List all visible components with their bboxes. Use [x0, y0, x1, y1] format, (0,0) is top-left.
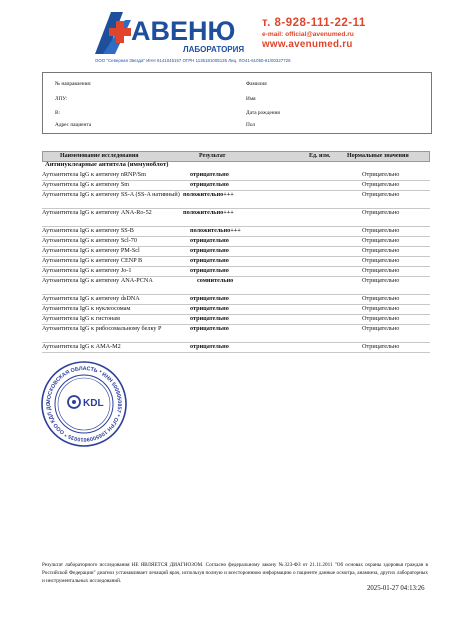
- test-result: отрицательно: [190, 325, 229, 332]
- email-address: e-mail: official@avenumed.ru: [262, 31, 354, 38]
- normal-value: Отрицательно: [362, 315, 400, 322]
- test-name: Аутоантитела IgG к антигену dsDNA: [42, 295, 140, 302]
- normal-value: Отрицательно: [362, 237, 400, 244]
- table-row: [42, 343, 430, 353]
- test-name: Аутоантитела IgG к антигену ANA-PCNA: [42, 277, 153, 284]
- normal-value: Отрицательно: [362, 267, 400, 274]
- normal-value: Отрицательно: [362, 247, 400, 254]
- normal-value: Отрицательно: [362, 343, 400, 350]
- test-result: отрицательно: [190, 181, 229, 188]
- contact-block: [262, 17, 387, 50]
- test-name: Аутоантитела IgG к антигену Sm: [42, 181, 130, 188]
- legal-info: ООО "Северная Звезда" ИНН 6141045157 ОГРН 1136181005135 Лиц. ЛО41-61050-61/00327726: [95, 58, 291, 63]
- lab-stamp: [40, 360, 128, 448]
- table-row: [42, 295, 430, 305]
- lpu-label: ЛПУ:: [55, 96, 68, 102]
- table-row: [42, 191, 430, 209]
- normal-value: Отрицательно: [362, 181, 400, 188]
- normal-value: Отрицательно: [362, 305, 400, 312]
- stamp-graphic: [40, 360, 128, 448]
- test-name: Аутоантитела IgG к антигену Scl-70: [42, 237, 137, 244]
- table-row: [42, 171, 430, 181]
- header-result: Результат: [199, 153, 226, 159]
- test-result: положительно+++: [190, 227, 241, 234]
- test-result: отрицательно: [190, 247, 229, 254]
- table-row: [42, 237, 430, 247]
- test-name: Аутоантитела IgG к гистонам: [42, 315, 120, 322]
- normal-value: Отрицательно: [362, 227, 400, 234]
- table-row: [42, 325, 430, 343]
- table-row: [42, 277, 430, 295]
- referral-label: № направления:: [55, 81, 92, 87]
- stamp-center-text: KDL: [83, 398, 104, 409]
- normal-value: Отрицательно: [362, 191, 400, 198]
- test-name: Аутоантитела IgG к антигену SS-B: [42, 227, 134, 234]
- table-row: [42, 267, 430, 277]
- website-link: www.avenumed.ru: [262, 39, 353, 50]
- table-row: [42, 209, 430, 227]
- table-row: [42, 305, 430, 315]
- test-result: отрицательно: [190, 267, 229, 274]
- logo-graphic: [95, 10, 245, 56]
- test-result: отрицательно: [190, 305, 229, 312]
- table-row: [42, 257, 430, 267]
- test-result: отрицательно: [190, 315, 229, 322]
- test-result: отрицательно: [190, 343, 229, 350]
- test-name: Аутоантитела IgG к антигену PM-Scl: [42, 247, 140, 254]
- normal-value: Отрицательно: [362, 325, 400, 332]
- test-result: отрицательно: [190, 237, 229, 244]
- test-name: Аутоантитела IgG к антигену SS-A (SS-A нативный): [42, 191, 180, 198]
- test-result: положительно+++: [183, 191, 234, 198]
- table-row: [42, 227, 430, 237]
- test-result: отрицательно: [190, 171, 229, 178]
- test-name: Аутоантитела IgG к AMA-M2: [42, 343, 121, 350]
- test-result: отрицательно: [190, 295, 229, 302]
- report-datetime: 2025-01-27 04:13:26: [367, 585, 425, 592]
- table-row: [42, 247, 430, 257]
- logo-subtitle: ЛАБОРАТОРИЯ: [183, 45, 245, 54]
- header-unit: Ед. изм.: [309, 153, 331, 159]
- surname-label: Фамилия: [246, 81, 267, 87]
- address-label: Адрес пациента: [55, 122, 92, 128]
- test-name: Аутоантитела IgG к рибосомальному белку P: [42, 325, 162, 332]
- test-name: Аутоантитела IgG к антигену ANA-Ro-52: [42, 209, 152, 216]
- phone-number: т. 8-928-111-22-11: [262, 17, 366, 29]
- sex-label: Пол: [246, 122, 256, 128]
- header-test: Наименование исследования: [60, 153, 139, 159]
- test-name: Аутоантитела IgG к антигену nRNP/Sm: [42, 171, 146, 178]
- normal-value: Отрицательно: [362, 257, 400, 264]
- normal-value: Отрицательно: [362, 277, 400, 284]
- avenue-logo: [95, 10, 245, 56]
- test-name: Аутоантитела IgG к антигену CENP B: [42, 257, 143, 264]
- normal-value: Отрицательно: [362, 295, 400, 302]
- test-result: положительно+++: [183, 209, 234, 216]
- normal-value: Отрицательно: [362, 171, 400, 178]
- test-result: отрицательно: [190, 257, 229, 264]
- logo-text: АВЕНЮ: [131, 16, 236, 46]
- test-name: Аутоантитела IgG к нуклеосомам: [42, 305, 131, 312]
- doctor-label: В:: [55, 110, 61, 116]
- table-row: [42, 315, 430, 325]
- patient-info-box: [42, 72, 432, 134]
- dob-label: Дата рождения: [246, 110, 280, 116]
- section-title: Антинуклеарные антитела (иммуноблот): [45, 161, 169, 168]
- header-normal: Нормальные значения: [347, 153, 409, 159]
- test-result: сомнительно: [197, 277, 234, 284]
- table-row: [42, 181, 430, 191]
- name-label: Имя: [246, 96, 256, 102]
- test-name: Аутоантитела IgG к антигену Jo-1: [42, 267, 132, 274]
- stamp-ring-text: МОСКОВСКАЯ ОБЛАСТЬ * ИНН 5009050857 * ОГРН 1065009010035 * ООО КДЛ ДО: [45, 365, 123, 443]
- normal-value: Отрицательно: [362, 209, 400, 216]
- disclaimer-text: Результат лабораторного исследования НЕ ЯВЛЯЕТСЯ ДИАГНОЗОМ. Согласно федеральному закону №323-ФЗ от 21.11.2011 "Об основах охраны здоровья граждан в Российской Федерации" диагноз устанавливает лечащий врач, используя полную и всестороннюю информацию о пациенте данные осмотра, анамнеза, других лабораторных и инструментальных исследований.: [42, 562, 428, 584]
